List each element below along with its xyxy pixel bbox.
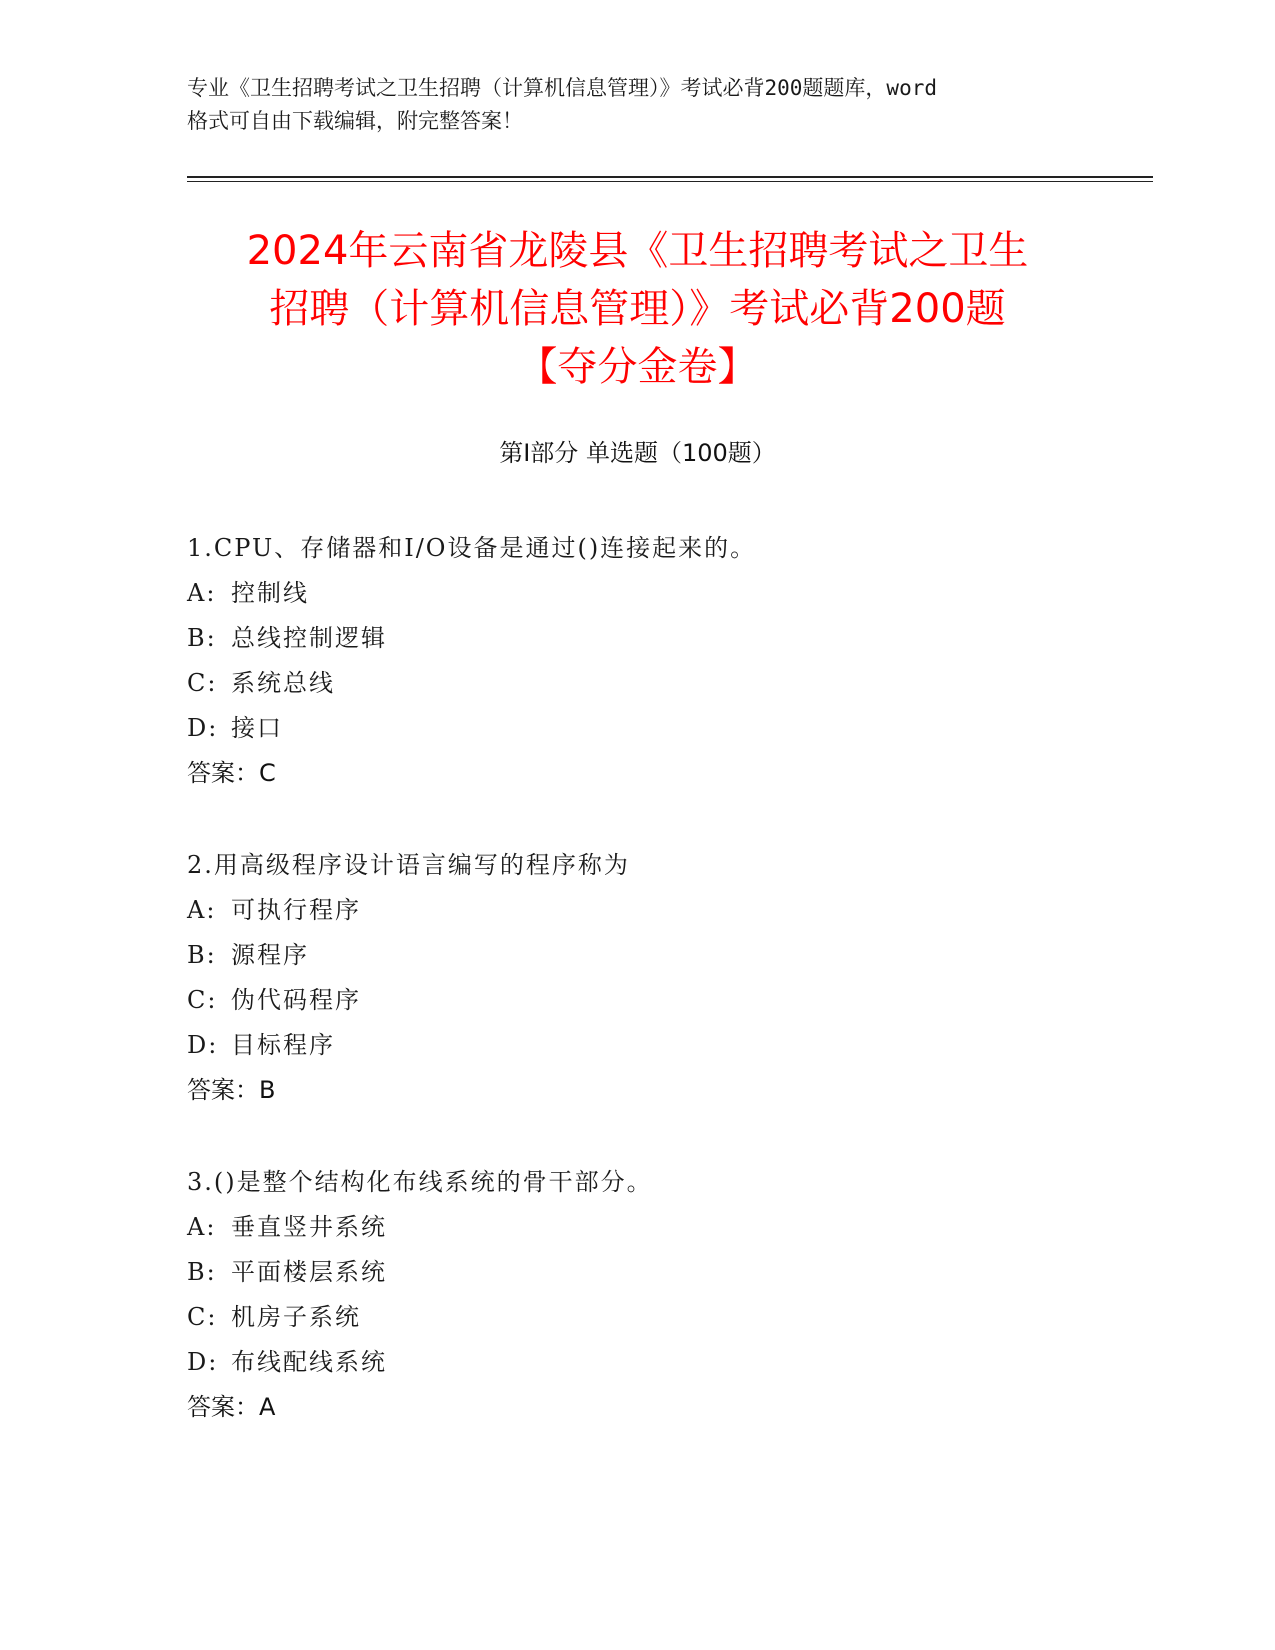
option-letter: A:	[187, 1213, 217, 1241]
option-c	[187, 661, 1087, 706]
question-stem: 2.用高级程序设计语言编写的程序称为	[187, 851, 630, 879]
option-text: 目标程序	[231, 1031, 335, 1059]
option-letter: D:	[187, 1031, 219, 1059]
option-b	[187, 1250, 1087, 1295]
option-text: 机房子系统	[231, 1303, 361, 1331]
question-2	[187, 843, 1087, 1113]
header-note-line-2: 格式可自由下载编辑，附完整答案！	[187, 109, 523, 133]
option-text: 布线配线系统	[231, 1348, 387, 1376]
option-text: 可执行程序	[231, 896, 361, 924]
option-letter: C:	[187, 986, 218, 1014]
option-text: 伪代码程序	[231, 986, 361, 1014]
answer-line: 答案：A	[187, 1393, 276, 1421]
header-divider-thin	[187, 181, 1153, 182]
section-heading: 第Ⅰ部分 单选题（100题）	[499, 439, 776, 467]
option-letter: B:	[187, 1258, 217, 1286]
title-line-2: 招聘（计算机信息管理）》考试必背200题	[269, 286, 1006, 332]
answer-line: 答案：B	[187, 1076, 276, 1104]
option-d	[187, 1340, 1087, 1385]
option-text: 控制线	[231, 579, 309, 607]
option-letter: A:	[187, 579, 217, 607]
question-stem: 1.CPU、存储器和I/O设备是通过()连接起来的。	[187, 534, 757, 562]
option-b	[187, 933, 1087, 978]
option-d	[187, 1023, 1087, 1068]
option-d	[187, 706, 1087, 751]
option-a	[187, 1205, 1087, 1250]
option-text: 源程序	[231, 941, 309, 969]
option-b	[187, 616, 1087, 661]
option-a	[187, 571, 1087, 616]
option-a	[187, 888, 1087, 933]
document-title	[150, 222, 1125, 396]
title-line-3: 【夺分金卷】	[517, 344, 758, 390]
option-text: 垂直竖井系统	[231, 1213, 387, 1241]
option-text: 接口	[231, 714, 283, 742]
header-divider-thick	[187, 176, 1153, 178]
title-line-1: 2024年云南省龙陵县《卫生招聘考试之卫生	[246, 228, 1029, 274]
option-text: 平面楼层系统	[231, 1258, 387, 1286]
option-letter: C:	[187, 669, 218, 697]
header-note	[187, 72, 1087, 138]
option-letter: D:	[187, 1348, 219, 1376]
option-letter: D:	[187, 714, 219, 742]
option-text: 系统总线	[231, 669, 335, 697]
option-c	[187, 978, 1087, 1023]
question-3	[187, 1160, 1087, 1430]
question-stem: 3.()是整个结构化布线系统的骨干部分。	[187, 1168, 653, 1196]
header-note-line-1: 专业《卫生招聘考试之卫生招聘（计算机信息管理）》考试必背200题题库，word	[187, 76, 937, 100]
question-1	[187, 526, 1087, 796]
option-text: 总线控制逻辑	[231, 624, 387, 652]
option-letter: B:	[187, 624, 217, 652]
option-c	[187, 1295, 1087, 1340]
answer-line: 答案：C	[187, 759, 276, 787]
option-letter: C:	[187, 1303, 218, 1331]
option-letter: B:	[187, 941, 217, 969]
option-letter: A:	[187, 896, 217, 924]
